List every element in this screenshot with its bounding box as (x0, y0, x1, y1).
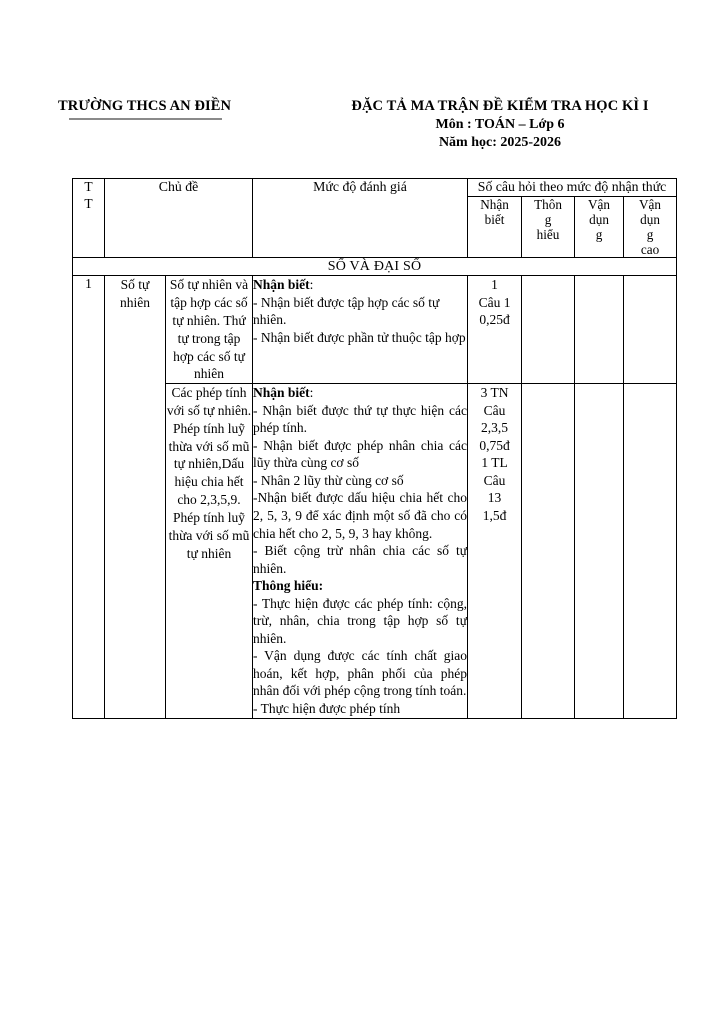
criteria-line: - Nhận biết được phần tử thuộc tập hợp (253, 329, 466, 345)
count-line: Câu (483, 472, 506, 488)
row-subtopic-cell: Các phép tính với số tự nhiên. Phép tính luỹ thừa với số mũ tự nhiên,Dấu hiệu chia hết cho 2,3,5,9. Phép tính luỹ thừa với số mũ tự nhiên (166, 384, 253, 718)
school-name-underline (69, 118, 222, 120)
count-cell-van-dung-cao (624, 276, 677, 384)
count-cell-thong-hieu (522, 384, 575, 718)
school-year-line: Năm học: 2025-2026 (438, 135, 562, 150)
criteria-lead-colon: : (309, 277, 314, 293)
subject-line: Môn : TOÁN – Lớp 6 (435, 117, 565, 132)
header-cell-chu-de: Chủ đề (105, 179, 253, 258)
row-topic-cell: Số tự nhiên (105, 276, 166, 718)
row-criteria-cell (253, 276, 468, 384)
row-criteria-cell (253, 384, 468, 718)
header-tt-line1: T (84, 179, 93, 194)
header-cell-tt (73, 179, 105, 258)
header-nhan-biet-line2: biết (484, 211, 505, 227)
count-line: 1,5đ (482, 508, 507, 524)
criteria-line: - Nhận biết được phép nhân chia các lũy thừa cùng cơ số (253, 437, 468, 471)
criteria-lead-colon: : (309, 385, 314, 401)
criteria-line: - Vận dụng được các tính chất giao hoán, kết hợp, phân phối của phép nhân đối với phép cộng trong tính toán. (253, 648, 468, 699)
header-thong-hieu-line1: Thôn (534, 196, 562, 212)
count-line: Câu 1 (478, 294, 511, 310)
count-cell-nhan-biet (468, 384, 522, 718)
row-subtopic-cell: Số tự nhiên và tập hợp các số tự nhiên. Thứ tự trong tập hợp các số tự nhiên (166, 276, 253, 384)
count-line: 0,25đ (479, 312, 510, 328)
spec-matrix-table (72, 178, 677, 719)
header-van-dung-line2: dụn (589, 211, 609, 227)
count-line: 1 (491, 277, 498, 293)
section-banner-cell: SỐ VÀ ĐẠI SỐ (73, 258, 677, 276)
header-cell-levels-group: Số câu hỏi theo mức độ nhận thức (468, 179, 677, 197)
criteria-line: - Nhân 2 lũy thừ cùng cơ số (253, 472, 404, 488)
criteria-lead-nhan-biet: Nhận biết (253, 385, 310, 401)
header-cell-van-dung (575, 196, 624, 258)
row-index-cell: 1 (73, 276, 105, 718)
page-title: ĐẶC TẢ MA TRẬN ĐỀ KIỂM TRA HỌC KÌ I (351, 98, 649, 114)
header-cell-thong-hieu (522, 196, 575, 258)
document-header (0, 98, 725, 168)
criteria-line: - Thực hiện được phép tính (253, 701, 401, 717)
count-line: 2,3,5 (481, 420, 509, 436)
criteria-line: - Nhận biết được tập hợp các số tự nhiên. (253, 294, 440, 328)
table-row (73, 276, 677, 384)
header-van-dung-cao-line3: g (646, 226, 654, 242)
header-cell-muc-do: Mức độ đánh giá (253, 179, 468, 258)
criteria-lead-nhan-biet: Nhận biết (253, 277, 310, 293)
criteria-line: - Biết cộng trừ nhân chia các số tự nhiên. (253, 543, 468, 576)
count-line: Câu (483, 402, 506, 418)
matrix-table-wrapper (72, 178, 676, 719)
header-thong-hieu-line2: g (544, 211, 552, 227)
school-name: TRƯỜNG THCS AN ĐIỀN (58, 98, 232, 114)
count-line: 0,75đ (479, 437, 510, 453)
header-thong-hieu-line3: hiểu (536, 226, 560, 242)
title-block (300, 98, 700, 151)
header-van-dung-line1: Vận (588, 196, 610, 212)
criteria-line: - Thực hiện được các phép tính: cộng, trừ, nhân, chia trong tập hợp số tự nhiên. (253, 595, 468, 646)
header-nhan-biet-line1: Nhận (480, 196, 509, 212)
criteria-line: -Nhận biết được dấu hiệu chia hết cho 2, 5, 3, 9 để xác định một số đã cho có chia hết cho 2, 5, 9, 3 hay không. (253, 490, 468, 541)
count-cell-van-dung (575, 384, 624, 718)
count-line: 13 (487, 490, 502, 506)
section-banner-row (73, 258, 677, 276)
count-line: 1 TL (481, 455, 508, 471)
header-cell-van-dung-cao (624, 196, 677, 258)
table-header-row-1 (73, 179, 677, 197)
count-cell-nhan-biet (468, 276, 522, 384)
criteria-lead-thong-hieu: Thông hiểu: (253, 578, 324, 594)
header-cell-nhan-biet (468, 196, 522, 258)
count-cell-van-dung-cao (624, 384, 677, 718)
criteria-line: - Nhận biết được thứ tự thực hiện các phép tính. (253, 402, 468, 436)
header-van-dung-line3: g (595, 226, 603, 242)
header-van-dung-cao-line1: Vận (639, 196, 662, 212)
count-cell-thong-hieu (522, 276, 575, 384)
header-van-dung-cao-line4: cao (640, 242, 660, 258)
header-tt-line2: T (84, 195, 93, 211)
count-cell-van-dung (575, 276, 624, 384)
school-block (58, 98, 298, 115)
count-line: 3 TN (480, 385, 509, 401)
header-van-dung-cao-line2: dụn (640, 211, 660, 227)
